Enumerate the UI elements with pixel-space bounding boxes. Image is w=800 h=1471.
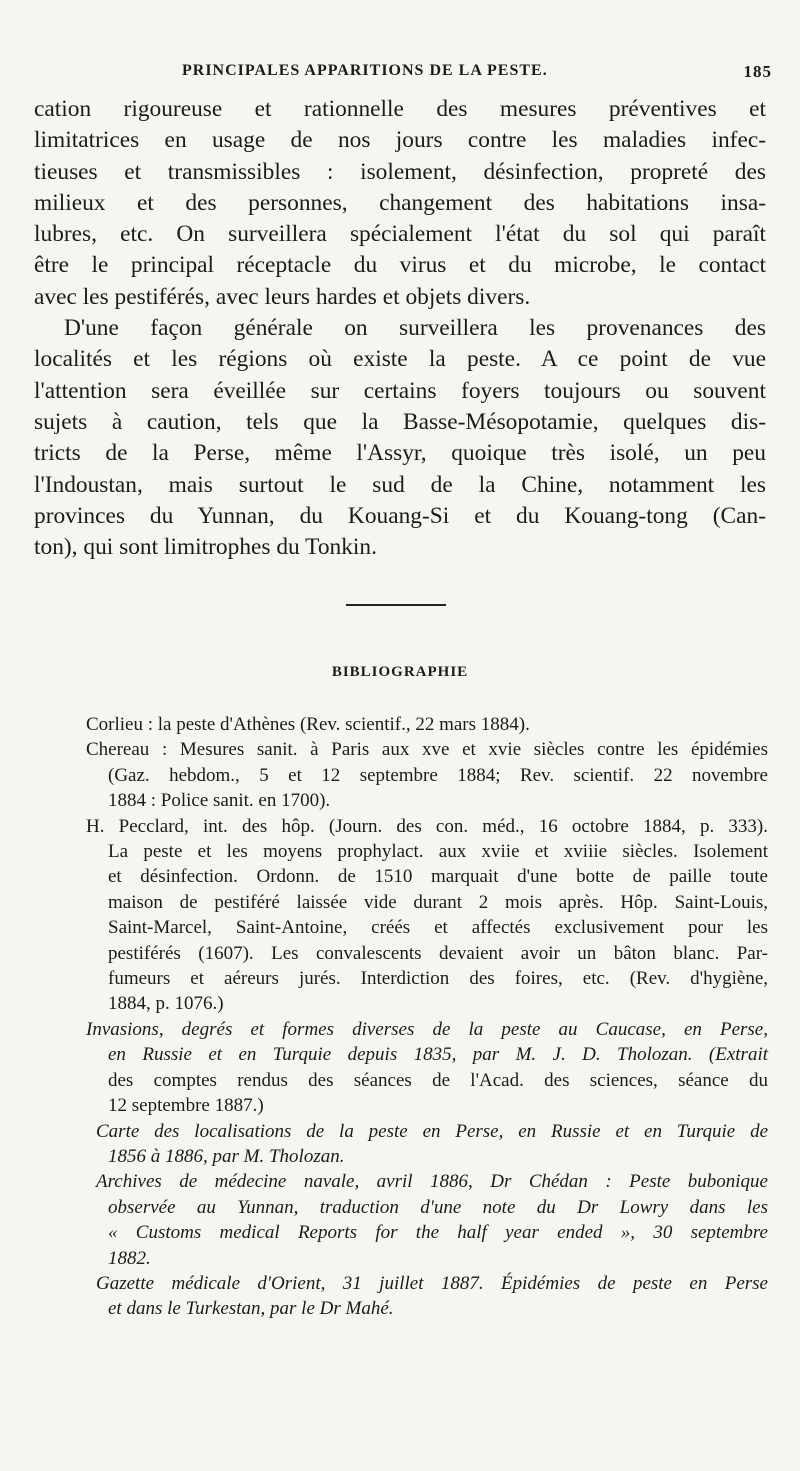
entry-line: pestiférés (1607). Les convalescents devaient avoir un bâton blanc. Par- [108,942,768,964]
text-line: l'Indoustan, mais surtout le sud de la Chine, notamment les [34,471,766,498]
bibliography-entry [64,1119,768,1170]
main-text [34,94,766,563]
text-line: l'attention sera éveillée sur certains foyers toujours ou souvent [34,377,766,404]
entry-line: en Russie et en Turquie depuis 1835, par M. J. D. Tholozan. (Extrait [108,1044,768,1066]
entry-line: 1884, p. 1076.) [108,993,224,1015]
text-line: sujets à caution, tels que la Basse-Mésopotamie, quelques dis- [34,408,766,435]
entry-line: Invasions, degrés et formes diverses de la peste au Caucase, en Perse, [86,1018,768,1040]
entry-line: Chereau : Mesures sanit. à Paris aux xve et xvie siècles contre les épidémies [86,739,768,761]
text-line: localités et les régions où existe la peste. A ce point de vue [34,346,766,373]
text-line: provinces du Yunnan, du Kouang-Si et du Kouang-tong (Can- [34,502,766,529]
entry-line: Carte des localisations de la peste en Perse, en Russie et en Turquie de [96,1120,768,1142]
bibliography-entry [64,737,768,813]
text-line: milieux et des personnes, changement des habitations insa- [34,189,766,216]
bibliography-title: BIBLIOGRAPHIE [331,664,469,680]
entry-line: La peste et les moyens prophylact. aux xviie et xviiie siècles. Isolement [108,841,768,863]
paragraph-1 [34,94,766,313]
entry-line: H. Pecclard, int. des hôp. (Journ. des con. méd., 16 octobre 1884, p. 333). [86,815,768,837]
entry-line: (Gaz. hebdom., 5 et 12 septembre 1884; Rev. scientif. 22 novembre [108,764,768,786]
entry-line: « Customs medical Reports for the half year ended », 30 septembre [108,1222,768,1244]
page-number: 185 [743,62,772,81]
bibliography-entry [64,712,768,737]
entry-line: Archives de médecine navale, avril 1886, Dr Chédan : Peste bubonique [96,1171,768,1193]
entry-line: maison de pestiféré laissée vide durant 2 mois après. Hôp. Saint-Louis, [108,891,768,913]
text-line: D'une façon générale on surveillera les provenances des [64,315,766,342]
entry-line: Saint-Marcel, Saint-Antoine, créés et affectés exclusivement pour les [108,917,768,939]
entry-line: des comptes rendus des séances de l'Acad. des sciences, séance du [108,1069,768,1091]
entry-line: 1884 : Police sanit. en 1700). [108,790,331,812]
entry-line: fumeurs et aéreurs jurés. Interdiction des foires, etc. (Rev. d'hygiène, [108,968,768,990]
section-divider [346,604,446,606]
running-title: PRINCIPALES APPARITIONS DE LA PESTE. [182,62,548,79]
bibliography-entry [64,1017,768,1119]
text-line: tricts de la Perse, même l'Assyr, quoique très isolé, un peu [34,440,766,467]
text-line: avec les pestiférés, avec leurs hardes et objets divers. [34,283,531,310]
text-line: cation rigoureuse et rationnelle des mesures préventives et [34,96,766,122]
text-line: limitatrices en usage de nos jours contre les maladies infec- [34,127,766,154]
bibliography-entry [64,814,768,1017]
entry-line: 12 septembre 1887.) [108,1095,264,1117]
text-line: tieuses et transmissibles : isolement, désinfection, propreté des [34,158,766,185]
paragraph-2 [34,313,766,563]
bibliography-entry [64,1169,768,1271]
entry-line: observée au Yunnan, traduction d'une note du Dr Lowry dans les [108,1196,768,1218]
bibliography-list [64,712,768,1322]
entry-line: Gazette médicale d'Orient, 31 juillet 1887. Épidémies de peste en Perse [96,1272,768,1294]
text-line: lubres, etc. On surveillera spécialement l'état du sol qui paraît [34,221,766,248]
text-line: ton), qui sont limitrophes du Tonkin. [34,534,377,561]
entry-line: 1856 à 1886, par M. Tholozan. [108,1145,345,1167]
text-line: être le principal réceptacle du virus et du microbe, le contact [34,252,766,279]
entry-line: et dans le Turkestan, par le Dr Mahé. [108,1298,394,1320]
page-header [34,58,772,88]
entry-line: Corlieu : la peste d'Athènes (Rev. scientif., 22 mars 1884). [86,714,530,735]
entry-line: et désinfection. Ordonn. de 1510 marquait d'une botte de paille toute [108,866,768,888]
entry-line: 1882. [108,1247,151,1269]
bibliography-entry [64,1271,768,1322]
